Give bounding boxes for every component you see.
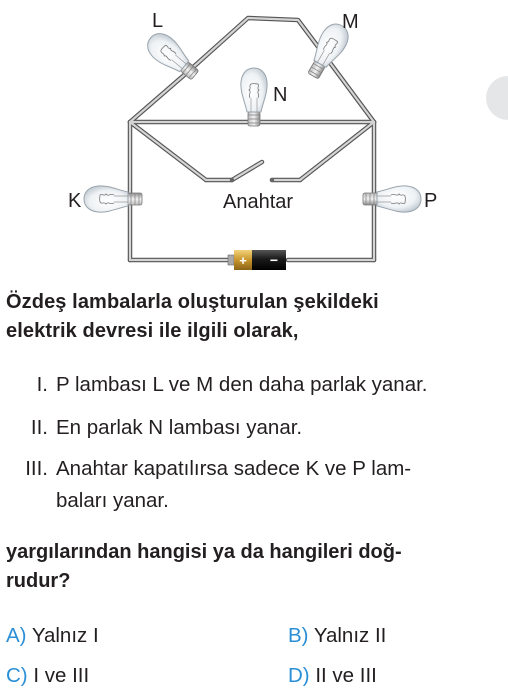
statement-number: II.	[30, 416, 48, 439]
prompt-line-1: yargılarından hangisi ya da hangileri doğ-	[6, 541, 402, 563]
statement-text: P lambası L ve M den daha parlak yanar.	[56, 373, 428, 396]
option-text: I ve III	[27, 664, 90, 687]
option-d[interactable]	[288, 662, 377, 690]
option-letter: C)	[6, 664, 28, 687]
lamp-P	[363, 186, 421, 212]
option-b[interactable]	[288, 622, 386, 650]
label-L: L	[152, 10, 164, 32]
statement-text: En parlak N lambası yanar.	[56, 416, 303, 439]
stem-line-1: Özdeş lambalarla oluşturulan şekildeki	[6, 291, 379, 313]
label-K: K	[68, 190, 82, 212]
lamp-N	[241, 68, 267, 126]
statement-number: III.	[25, 457, 48, 480]
option-letter: B)	[288, 624, 309, 647]
label-N: N	[273, 84, 288, 106]
battery	[228, 250, 286, 270]
battery-plus: +	[239, 253, 247, 268]
option-text: II ve III	[309, 664, 377, 687]
option-c[interactable]	[6, 662, 89, 690]
prompt-line-2: rudur?	[6, 570, 71, 592]
option-a[interactable]	[6, 622, 99, 650]
question-prompt	[6, 538, 502, 596]
question-stem	[6, 288, 502, 346]
lamp-K	[84, 186, 142, 212]
battery-minus: −	[269, 252, 279, 268]
statement-number: I.	[36, 373, 48, 396]
option-text: Yalnız II	[308, 624, 387, 647]
option-text: Yalnız I	[26, 624, 99, 647]
statement-text: Anahtar kapatılırsa sadece K ve P lam-	[56, 457, 412, 480]
label-P: P	[424, 190, 438, 212]
lamp-L	[142, 28, 203, 85]
option-letter: D)	[288, 664, 310, 687]
label-M: M	[342, 11, 359, 33]
circuit-diagram	[0, 0, 508, 280]
statement-text: baları yanar.	[56, 489, 169, 512]
option-letter: A)	[6, 624, 27, 647]
stem-line-2: elektrik devresi ile ilgili olarak,	[6, 320, 299, 342]
switch-label: Anahtar	[223, 191, 294, 213]
